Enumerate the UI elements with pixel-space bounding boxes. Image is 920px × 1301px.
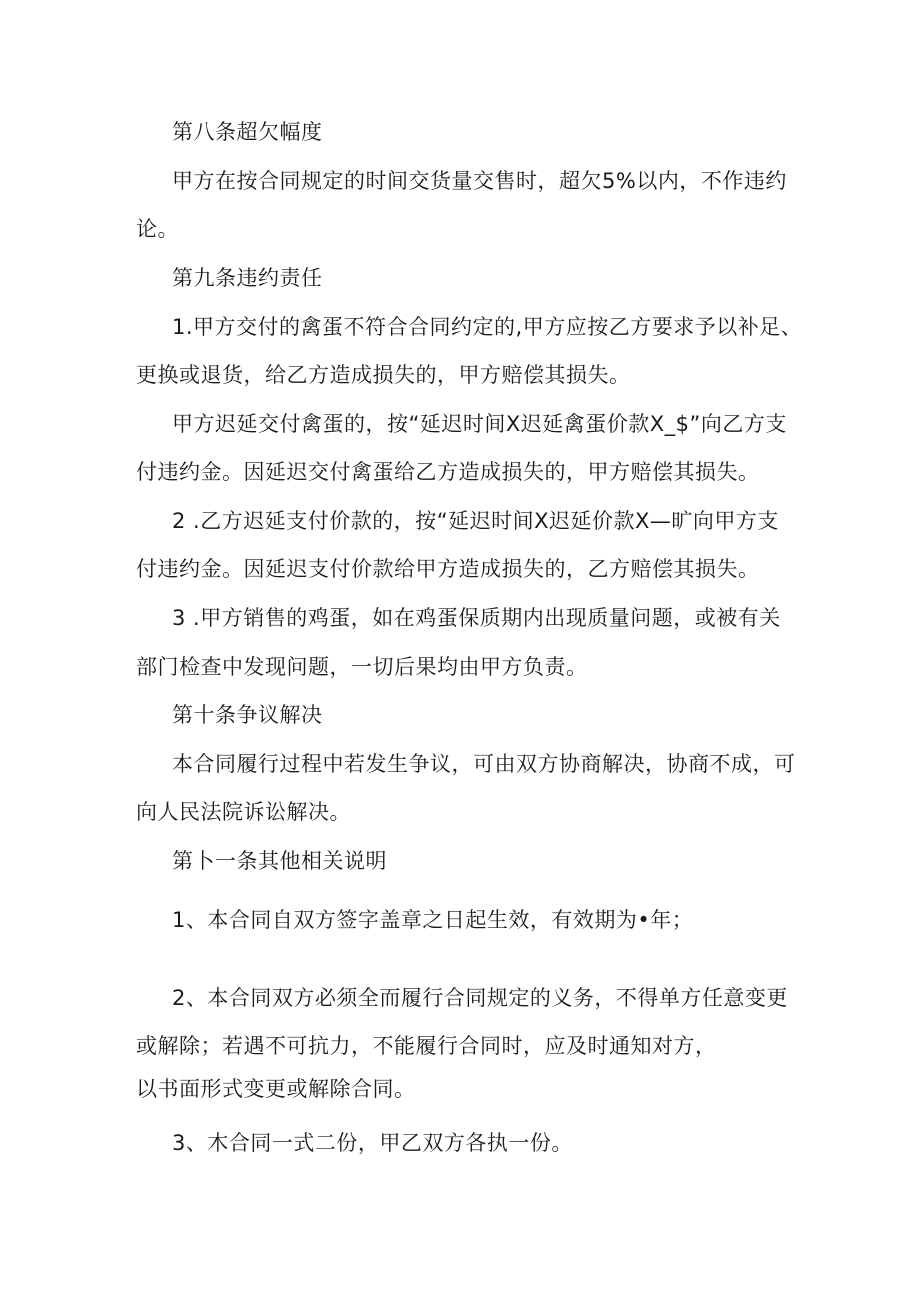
paragraph-line: 付违约金。因延迟支付价款给甲方造成损失的，乙方赔偿其损失。: [136, 557, 760, 581]
paragraph-line: 1.甲方交付的禽蛋不符合合同约定的,甲方应按乙方要求予以补足、: [172, 315, 803, 339]
paragraph-line: 本合同履行过程中若发生争议，可由双方协商解决，协商不成，可: [172, 752, 796, 776]
paragraph-line: 2 .乙方迟延支付价款的，按“延迟时间X迟延价款X—旷向甲方支: [172, 509, 779, 533]
paragraph-line: 2、本合同双方必须全而履行合同规定的义务，不得单方任意变更: [172, 986, 788, 1010]
paragraph-line: 以书面形式变更或解除合同。: [136, 1077, 416, 1101]
paragraph-line: 论。: [136, 217, 179, 241]
article-8-heading: 第八条超欠幅度: [172, 120, 323, 144]
paragraph-line: 付违约金。因延迟交付禽蛋给乙方造成损失的，甲方赔偿其损失。: [136, 460, 760, 484]
paragraph-line: 更换或退货，给乙方造成损失的，甲方赔偿其损失。: [136, 363, 631, 387]
paragraph-line: 3 .甲方销售的鸡蛋，如在鸡蛋保质期内出现质量问题，或被有关: [172, 606, 781, 630]
paragraph-line: 或解除；若遇不可抗力，不能履行合同时，应及时通知对方，: [136, 1034, 717, 1058]
paragraph-line: 部门检查中发现问题，一切后果均由甲方负责。: [136, 655, 588, 679]
paragraph-line: 1、本合同自双方签字盖章之日起生效，有效期为•年；: [172, 908, 694, 932]
paragraph-line: 甲方迟延交付禽蛋的，按“延迟时间X迟延禽蛋价款X_$”向乙方支: [172, 412, 787, 436]
article-11-heading: 第卜一条其他相关说明: [172, 849, 387, 873]
paragraph-line: 甲方在按合同规定的时间交货量交售时，超欠5%以内，不作违约: [172, 169, 787, 193]
paragraph-line: 向人民法院诉讼解决。: [136, 800, 351, 824]
paragraph-line: 3、木合同一式二份，甲乙双方各执一份。: [172, 1131, 573, 1155]
article-10-heading: 第十条争议解决: [172, 703, 323, 727]
article-9-heading: 第九条违约责任: [172, 266, 323, 290]
